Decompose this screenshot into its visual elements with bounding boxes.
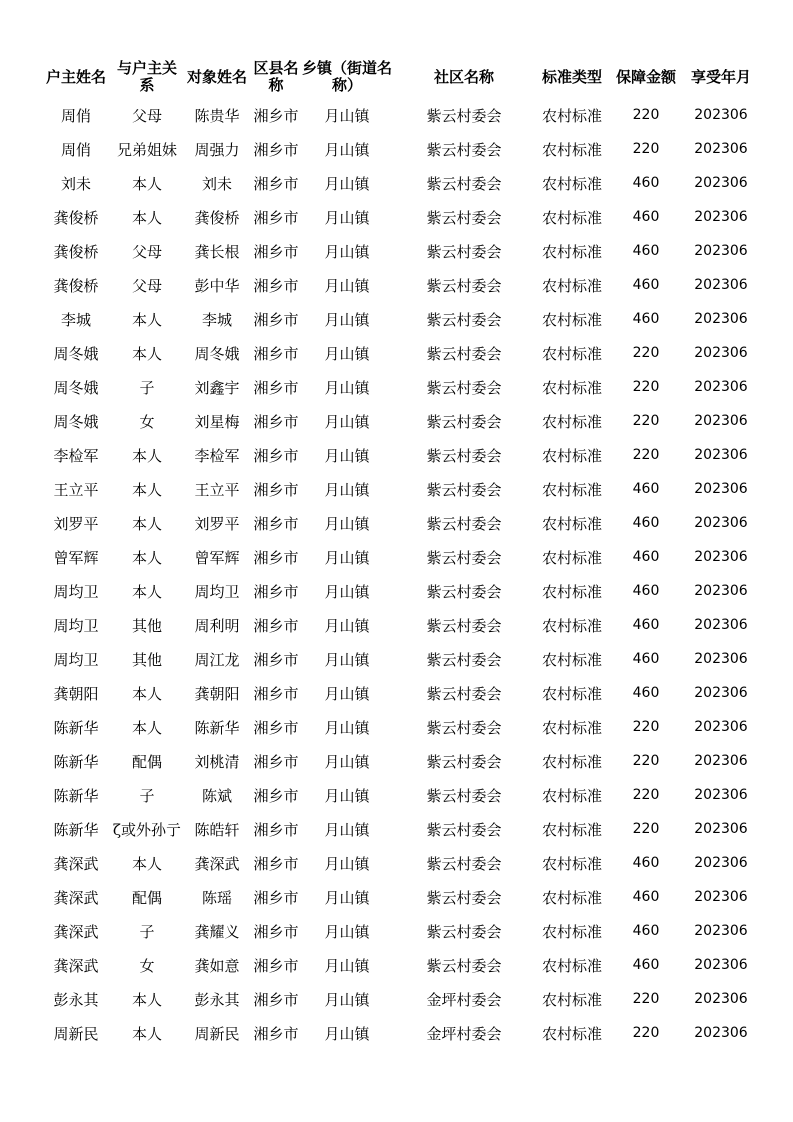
cell-amount: 460 — [632, 175, 660, 191]
cell-county: 湘乡市 — [253, 174, 299, 193]
cell-community: 紫云村委会 — [426, 412, 502, 431]
table-row — [40, 642, 760, 676]
cell-relationship: 本人 — [131, 344, 162, 363]
cell-period: 202306 — [694, 991, 748, 1007]
table-row — [40, 982, 760, 1016]
cell-community: 紫云村委会 — [426, 106, 502, 125]
cell-recipient-name: 龚如意 — [194, 956, 240, 975]
cell-township: 月山镇 — [324, 480, 370, 499]
cell-county: 湘乡市 — [253, 446, 299, 465]
cell-relationship: 其他 — [131, 616, 162, 635]
cell-community: 金坪村委会 — [426, 1024, 502, 1043]
table-row — [40, 744, 760, 778]
cell-county: 湘乡市 — [253, 242, 299, 261]
cell-township: 月山镇 — [324, 548, 370, 567]
cell-household-head: 周冬娥 — [53, 412, 99, 431]
cell-household-head: 龚深武 — [53, 922, 99, 941]
cell-amount: 220 — [632, 787, 660, 803]
cell-community: 金坪村委会 — [426, 990, 502, 1009]
cell-amount: 220 — [632, 1025, 660, 1041]
cell-standard-type: 农村标准 — [541, 854, 602, 873]
cell-recipient-name: 陈新华 — [194, 718, 240, 737]
cell-township: 月山镇 — [324, 888, 370, 907]
cell-period: 202306 — [694, 447, 748, 463]
cell-recipient-name: 陈瑶 — [201, 888, 232, 907]
header-community: 社区名称 — [433, 68, 494, 86]
cell-household-head: 曾军辉 — [53, 548, 99, 567]
table-row — [40, 1016, 760, 1050]
cell-amount: 460 — [632, 583, 660, 599]
cell-amount: 220 — [632, 821, 660, 837]
cell-relationship: 本人 — [131, 1024, 162, 1043]
cell-period: 202306 — [694, 1025, 748, 1041]
cell-household-head: 彭永其 — [53, 990, 99, 1009]
cell-county: 湘乡市 — [253, 344, 299, 363]
cell-standard-type: 农村标准 — [541, 106, 602, 125]
cell-community: 紫云村委会 — [426, 956, 502, 975]
cell-county: 湘乡市 — [253, 956, 299, 975]
cell-township: 月山镇 — [324, 378, 370, 397]
cell-recipient-name: 周江龙 — [194, 650, 240, 669]
cell-township: 月山镇 — [324, 242, 370, 261]
cell-county: 湘乡市 — [253, 514, 299, 533]
cell-amount: 460 — [632, 651, 660, 667]
cell-recipient-name: 龚朝阳 — [194, 684, 240, 703]
cell-community: 紫云村委会 — [426, 378, 502, 397]
cell-household-head: 刘未 — [60, 174, 91, 193]
cell-standard-type: 农村标准 — [541, 208, 602, 227]
table-row — [40, 506, 760, 540]
table-row — [40, 540, 760, 574]
cell-relationship: 子 — [139, 786, 155, 805]
table-row — [40, 812, 760, 846]
cell-standard-type: 农村标准 — [541, 378, 602, 397]
cell-recipient-name: 李检军 — [194, 446, 240, 465]
header-relationship: 与户主关系 — [116, 60, 177, 94]
cell-household-head: 龚深武 — [53, 854, 99, 873]
cell-relationship: 配偶 — [131, 752, 162, 771]
cell-recipient-name: 龚长根 — [194, 242, 240, 261]
cell-county: 湘乡市 — [253, 310, 299, 329]
cell-recipient-name: 王立平 — [194, 480, 240, 499]
cell-recipient-name: 龚耀义 — [194, 922, 240, 941]
cell-period: 202306 — [694, 277, 748, 293]
cell-township: 月山镇 — [324, 820, 370, 839]
cell-recipient-name: 周均卫 — [194, 582, 240, 601]
cell-household-head: 龚深武 — [53, 956, 99, 975]
cell-county: 湘乡市 — [253, 1024, 299, 1043]
header-period: 享受年月 — [690, 68, 751, 86]
cell-relationship: 女 — [139, 956, 155, 975]
cell-county: 湘乡市 — [253, 820, 299, 839]
cell-period: 202306 — [694, 311, 748, 327]
cell-household-head: 龚深武 — [53, 888, 99, 907]
cell-household-head: 陈新华 — [53, 820, 99, 839]
cell-recipient-name: 彭中华 — [194, 276, 240, 295]
cell-household-head: 陈新华 — [53, 752, 99, 771]
cell-recipient-name: 龚俊桥 — [194, 208, 240, 227]
table-row — [40, 336, 760, 370]
cell-standard-type: 农村标准 — [541, 922, 602, 941]
header-township: 乡镇（街道名称） — [301, 60, 392, 94]
cell-township: 月山镇 — [324, 582, 370, 601]
cell-household-head: 刘罗平 — [53, 514, 99, 533]
cell-county: 湘乡市 — [253, 752, 299, 771]
cell-amount: 220 — [632, 141, 660, 157]
cell-county: 湘乡市 — [253, 480, 299, 499]
cell-township: 月山镇 — [324, 412, 370, 431]
cell-recipient-name: 周冬娥 — [194, 344, 240, 363]
cell-community: 紫云村委会 — [426, 548, 502, 567]
table-row — [40, 404, 760, 438]
cell-county: 湘乡市 — [253, 140, 299, 159]
cell-standard-type: 农村标准 — [541, 616, 602, 635]
cell-period: 202306 — [694, 821, 748, 837]
cell-period: 202306 — [694, 345, 748, 361]
cell-household-head: 龚俊桥 — [53, 242, 99, 261]
cell-township: 月山镇 — [324, 752, 370, 771]
cell-period: 202306 — [694, 685, 748, 701]
table-row — [40, 472, 760, 506]
cell-amount: 460 — [632, 515, 660, 531]
cell-household-head: 周俏 — [60, 140, 91, 159]
cell-community: 紫云村委会 — [426, 616, 502, 635]
cell-community: 紫云村委会 — [426, 140, 502, 159]
cell-township: 月山镇 — [324, 174, 370, 193]
cell-relationship: 子 — [139, 922, 155, 941]
cell-township: 月山镇 — [324, 514, 370, 533]
cell-period: 202306 — [694, 923, 748, 939]
cell-amount: 460 — [632, 855, 660, 871]
cell-recipient-name: 龚深武 — [194, 854, 240, 873]
table-row — [40, 710, 760, 744]
cell-recipient-name: 陈皓轩 — [194, 820, 240, 839]
cell-amount: 220 — [632, 379, 660, 395]
cell-relationship: 本人 — [131, 310, 162, 329]
cell-standard-type: 农村标准 — [541, 684, 602, 703]
cell-amount: 220 — [632, 413, 660, 429]
cell-community: 紫云村委会 — [426, 718, 502, 737]
cell-recipient-name: 曾军辉 — [194, 548, 240, 567]
cell-township: 月山镇 — [324, 650, 370, 669]
cell-standard-type: 农村标准 — [541, 276, 602, 295]
cell-relationship: 本人 — [131, 854, 162, 873]
cell-standard-type: 农村标准 — [541, 820, 602, 839]
table-row — [40, 778, 760, 812]
cell-community: 紫云村委会 — [426, 446, 502, 465]
cell-standard-type: 农村标准 — [541, 582, 602, 601]
cell-period: 202306 — [694, 515, 748, 531]
cell-amount: 220 — [632, 719, 660, 735]
cell-household-head: 龚俊桥 — [53, 276, 99, 295]
header-amount: 保障金额 — [615, 68, 676, 86]
cell-community: 紫云村委会 — [426, 888, 502, 907]
cell-amount: 460 — [632, 685, 660, 701]
cell-period: 202306 — [694, 413, 748, 429]
cell-community: 紫云村委会 — [426, 276, 502, 295]
cell-period: 202306 — [694, 855, 748, 871]
cell-standard-type: 农村标准 — [541, 446, 602, 465]
cell-standard-type: 农村标准 — [541, 480, 602, 499]
cell-community: 紫云村委会 — [426, 174, 502, 193]
cell-amount: 460 — [632, 549, 660, 565]
cell-recipient-name: 陈斌 — [201, 786, 232, 805]
cell-recipient-name: 周强力 — [194, 140, 240, 159]
cell-standard-type: 农村标准 — [541, 888, 602, 907]
cell-amount: 220 — [632, 107, 660, 123]
cell-township: 月山镇 — [324, 956, 370, 975]
cell-household-head: 周冬娥 — [53, 378, 99, 397]
cell-standard-type: 农村标准 — [541, 956, 602, 975]
cell-amount: 460 — [632, 923, 660, 939]
cell-period: 202306 — [694, 481, 748, 497]
table-row — [40, 574, 760, 608]
cell-amount: 460 — [632, 957, 660, 973]
cell-amount: 220 — [632, 753, 660, 769]
cell-recipient-name: 刘桃清 — [194, 752, 240, 771]
cell-county: 湘乡市 — [253, 582, 299, 601]
cell-household-head: 周均卫 — [53, 616, 99, 635]
cell-household-head: 周新民 — [53, 1024, 99, 1043]
table-row — [40, 608, 760, 642]
header-county: 区县名称 — [253, 60, 299, 94]
cell-standard-type: 农村标准 — [541, 412, 602, 431]
table-row — [40, 676, 760, 710]
cell-period: 202306 — [694, 753, 748, 769]
cell-amount: 460 — [632, 243, 660, 259]
cell-household-head: 周冬娥 — [53, 344, 99, 363]
cell-period: 202306 — [694, 719, 748, 735]
cell-standard-type: 农村标准 — [541, 752, 602, 771]
table-row — [40, 166, 760, 200]
cell-community: 紫云村委会 — [426, 820, 502, 839]
cell-recipient-name: 刘鑫宇 — [194, 378, 240, 397]
cell-county: 湘乡市 — [253, 786, 299, 805]
table-row — [40, 268, 760, 302]
table-row — [40, 132, 760, 166]
cell-county: 湘乡市 — [253, 616, 299, 635]
cell-community: 紫云村委会 — [426, 514, 502, 533]
cell-relationship: 父母 — [131, 242, 162, 261]
cell-township: 月山镇 — [324, 106, 370, 125]
cell-relationship: 本人 — [131, 446, 162, 465]
header-recipient-name: 对象姓名 — [186, 68, 247, 86]
cell-period: 202306 — [694, 379, 748, 395]
cell-standard-type: 农村标准 — [541, 718, 602, 737]
cell-amount: 220 — [632, 447, 660, 463]
cell-county: 湘乡市 — [253, 548, 299, 567]
cell-household-head: 陈新华 — [53, 786, 99, 805]
cell-community: 紫云村委会 — [426, 752, 502, 771]
cell-township: 月山镇 — [324, 344, 370, 363]
cell-standard-type: 农村标准 — [541, 344, 602, 363]
table-row — [40, 438, 760, 472]
header-household-head: 户主姓名 — [45, 68, 106, 86]
cell-township: 月山镇 — [324, 718, 370, 737]
cell-community: 紫云村委会 — [426, 208, 502, 227]
cell-amount: 460 — [632, 617, 660, 633]
cell-township: 月山镇 — [324, 854, 370, 873]
cell-standard-type: 农村标准 — [541, 242, 602, 261]
table-row — [40, 98, 760, 132]
cell-amount: 460 — [632, 277, 660, 293]
cell-household-head: 龚俊桥 — [53, 208, 99, 227]
cell-township: 月山镇 — [324, 616, 370, 635]
cell-county: 湘乡市 — [253, 106, 299, 125]
cell-township: 月山镇 — [324, 1024, 370, 1043]
cell-amount: 220 — [632, 345, 660, 361]
cell-relationship: 父母 — [131, 106, 162, 125]
cell-relationship: 本人 — [131, 684, 162, 703]
cell-community: 紫云村委会 — [426, 480, 502, 499]
cell-household-head: 周俏 — [60, 106, 91, 125]
cell-community: 紫云村委会 — [426, 582, 502, 601]
cell-relationship: 其他 — [131, 650, 162, 669]
cell-recipient-name: 刘罗平 — [194, 514, 240, 533]
table-row — [40, 370, 760, 404]
cell-relationship: 本人 — [131, 718, 162, 737]
cell-county: 湘乡市 — [253, 854, 299, 873]
cell-recipient-name: 彭永其 — [194, 990, 240, 1009]
cell-recipient-name: 周利明 — [194, 616, 240, 635]
cell-relationship: 配偶 — [131, 888, 162, 907]
cell-county: 湘乡市 — [253, 650, 299, 669]
table-body — [40, 98, 760, 1050]
cell-household-head: 周均卫 — [53, 582, 99, 601]
cell-household-head: 李城 — [60, 310, 91, 329]
cell-recipient-name: 刘未 — [201, 174, 232, 193]
cell-standard-type: 农村标准 — [541, 786, 602, 805]
cell-recipient-name: 李城 — [201, 310, 232, 329]
cell-recipient-name: 周新民 — [194, 1024, 240, 1043]
cell-township: 月山镇 — [324, 446, 370, 465]
cell-household-head: 周均卫 — [53, 650, 99, 669]
cell-relationship: 父母 — [131, 276, 162, 295]
cell-period: 202306 — [694, 889, 748, 905]
cell-county: 湘乡市 — [253, 990, 299, 1009]
cell-county: 湘乡市 — [253, 378, 299, 397]
cell-relationship: 本人 — [131, 208, 162, 227]
cell-period: 202306 — [694, 617, 748, 633]
cell-standard-type: 农村标准 — [541, 514, 602, 533]
cell-period: 202306 — [694, 651, 748, 667]
table-row — [40, 880, 760, 914]
cell-township: 月山镇 — [324, 140, 370, 159]
cell-relationship: 本人 — [131, 514, 162, 533]
cell-county: 湘乡市 — [253, 922, 299, 941]
cell-county: 湘乡市 — [253, 412, 299, 431]
cell-relationship: 本人 — [131, 582, 162, 601]
cell-township: 月山镇 — [324, 922, 370, 941]
cell-relationship: 本人 — [131, 480, 162, 499]
cell-community: 紫云村委会 — [426, 310, 502, 329]
cell-relationship: 子 — [139, 378, 155, 397]
cell-relationship: 本人 — [131, 174, 162, 193]
cell-period: 202306 — [694, 957, 748, 973]
cell-household-head: 李检军 — [53, 446, 99, 465]
cell-township: 月山镇 — [324, 990, 370, 1009]
table-row — [40, 948, 760, 982]
cell-relationship: 兄弟姐妹 — [116, 140, 177, 159]
cell-period: 202306 — [694, 209, 748, 225]
table-row — [40, 200, 760, 234]
cell-period: 202306 — [694, 107, 748, 123]
cell-period: 202306 — [694, 583, 748, 599]
cell-period: 202306 — [694, 243, 748, 259]
table-row — [40, 302, 760, 336]
cell-township: 月山镇 — [324, 208, 370, 227]
cell-amount: 460 — [632, 209, 660, 225]
roster-table — [40, 56, 760, 1050]
cell-relationship: 女 — [139, 412, 155, 431]
cell-household-head: 陈新华 — [53, 718, 99, 737]
cell-standard-type: 农村标准 — [541, 1024, 602, 1043]
cell-community: 紫云村委会 — [426, 786, 502, 805]
cell-standard-type: 农村标准 — [541, 650, 602, 669]
cell-county: 湘乡市 — [253, 888, 299, 907]
cell-relationship: ζ或外孙亍 — [112, 820, 182, 839]
cell-period: 202306 — [694, 549, 748, 565]
cell-township: 月山镇 — [324, 786, 370, 805]
table-row — [40, 846, 760, 880]
cell-recipient-name: 刘星梅 — [194, 412, 240, 431]
cell-household-head: 龚朝阳 — [53, 684, 99, 703]
cell-period: 202306 — [694, 787, 748, 803]
cell-relationship: 本人 — [131, 990, 162, 1009]
cell-township: 月山镇 — [324, 310, 370, 329]
cell-township: 月山镇 — [324, 276, 370, 295]
table-row — [40, 914, 760, 948]
cell-standard-type: 农村标准 — [541, 310, 602, 329]
cell-period: 202306 — [694, 175, 748, 191]
cell-household-head: 王立平 — [53, 480, 99, 499]
cell-county: 湘乡市 — [253, 718, 299, 737]
cell-community: 紫云村委会 — [426, 922, 502, 941]
cell-amount: 220 — [632, 991, 660, 1007]
cell-community: 紫云村委会 — [426, 344, 502, 363]
cell-county: 湘乡市 — [253, 208, 299, 227]
header-standard-type: 标准类型 — [541, 68, 602, 86]
cell-recipient-name: 陈贵华 — [194, 106, 240, 125]
cell-relationship: 本人 — [131, 548, 162, 567]
cell-period: 202306 — [694, 141, 748, 157]
cell-amount: 460 — [632, 889, 660, 905]
cell-standard-type: 农村标准 — [541, 174, 602, 193]
cell-standard-type: 农村标准 — [541, 140, 602, 159]
cell-community: 紫云村委会 — [426, 854, 502, 873]
table-row — [40, 234, 760, 268]
cell-amount: 460 — [632, 311, 660, 327]
cell-county: 湘乡市 — [253, 276, 299, 295]
table-header-row — [40, 56, 760, 98]
cell-standard-type: 农村标准 — [541, 548, 602, 567]
cell-community: 紫云村委会 — [426, 242, 502, 261]
cell-amount: 460 — [632, 481, 660, 497]
cell-standard-type: 农村标准 — [541, 990, 602, 1009]
cell-community: 紫云村委会 — [426, 650, 502, 669]
cell-township: 月山镇 — [324, 684, 370, 703]
cell-community: 紫云村委会 — [426, 684, 502, 703]
cell-county: 湘乡市 — [253, 684, 299, 703]
